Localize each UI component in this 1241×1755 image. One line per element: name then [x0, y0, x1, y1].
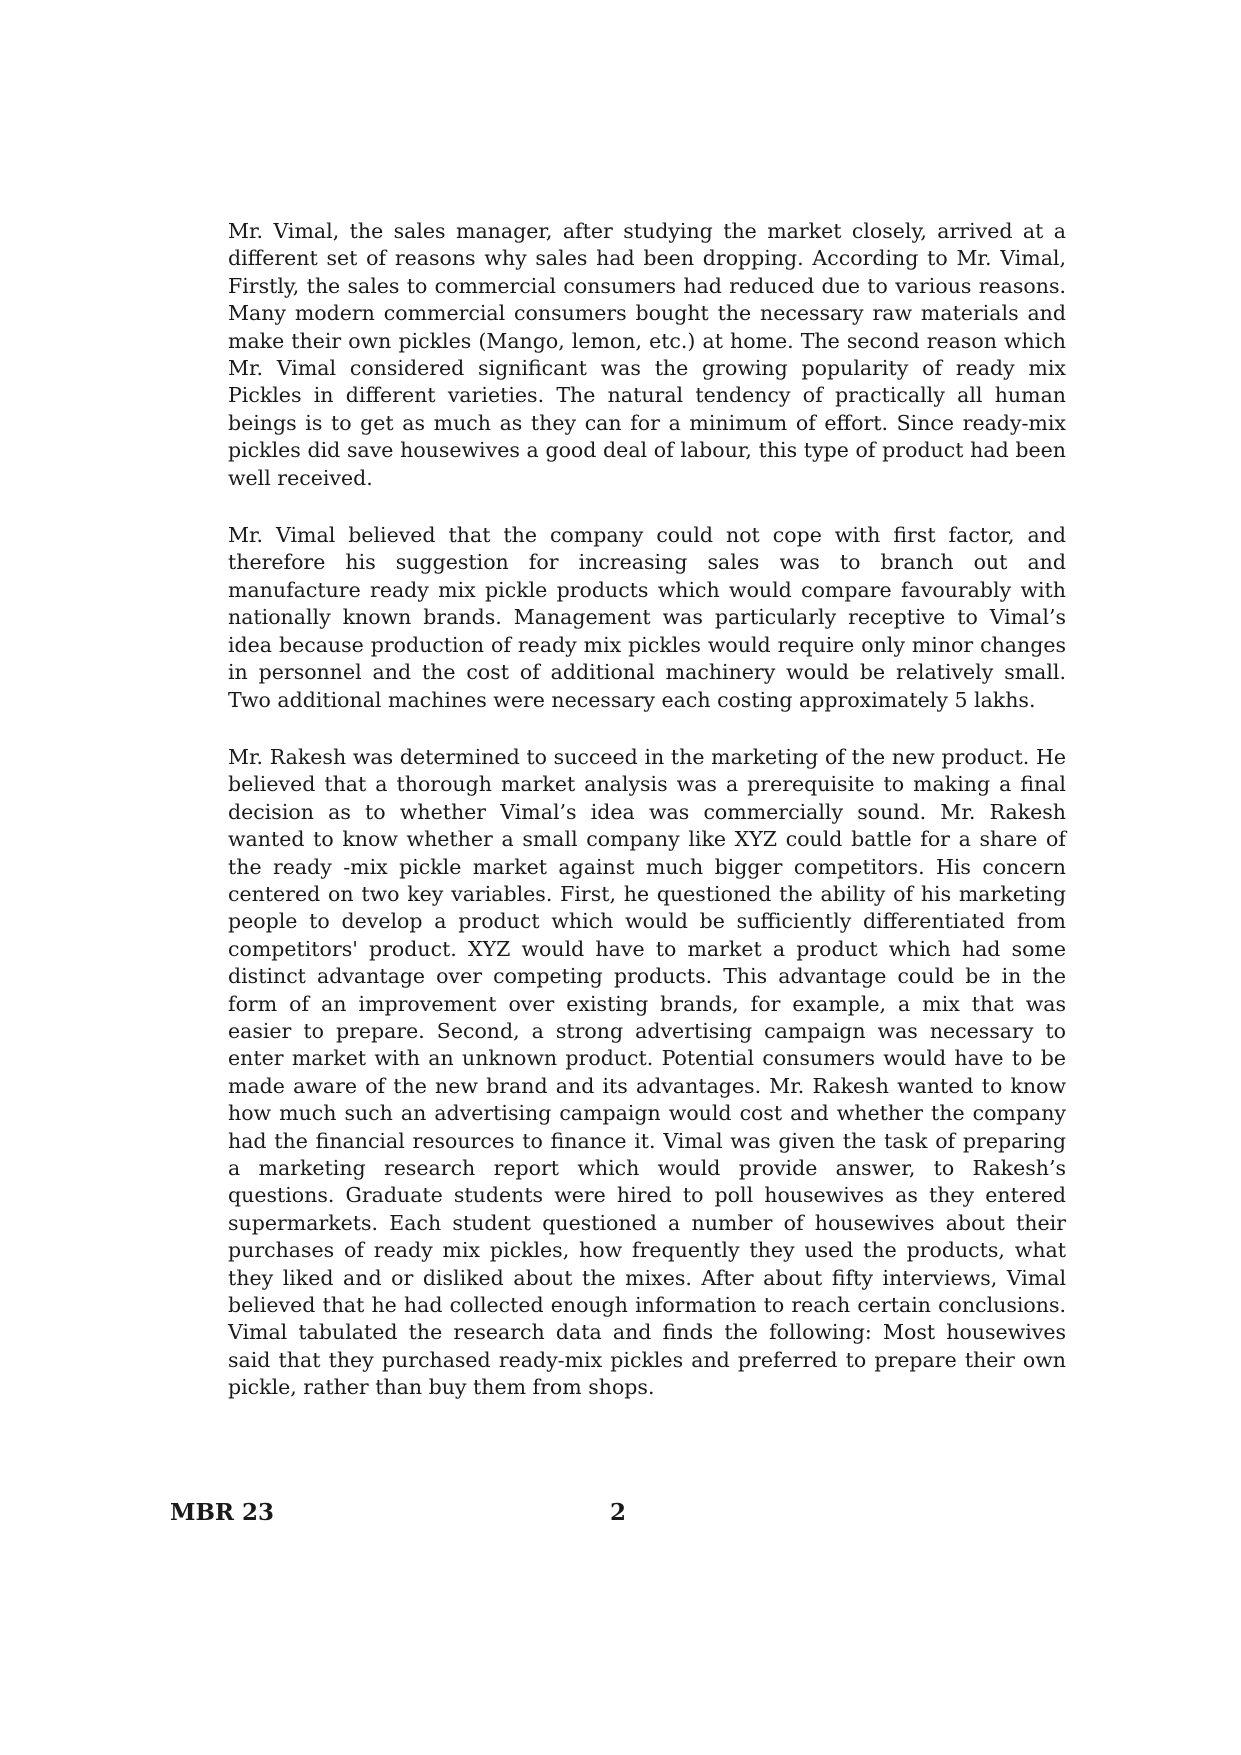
paragraph-market-analysis: Mr. Rakesh was determined to succeed in the marketing of the new product. He believed that a thorough market analysis was a prerequisite to making a final decision as to whether Vimal’s idea was commercially sound. Mr. Rakesh wanted to know whether a small company like XYZ could battle for a share of the ready -mix pickle market against much bigger competitors. His concern centered on two key variables. First, he questioned the ability of his marketing people to develop a product which would be sufficiently differentiated from competitors' product. XYZ would have to market a product which had some distinct advantage over competing products. This advantage could be in the form of an improvement over existing brands, for example, a mix that was easier to prepare. Second, a strong advertising campaign was necessary to enter market with an unknown product. Potential consumers would have to be made aware of the new brand and its advantages. Mr. Rakesh wanted to know how much such an advertising campaign would cost and whether the company had the financial resources to finance it. Vimal was given the task of preparing a marketing research report which would provide answer, to Rakesh’s questions. Graduate students were hired to poll housewives as they entered supermarkets. Each student questioned a number of housewives about their purchases of ready mix pickles, how frequently they used the products, what they liked and or disliked about the mixes. After about fifty interviews, Vimal believed that he had collected enough information to reach certain conclusions. Vimal tabulated the research data and finds the following: Most housewives said that they purchased ready-mix pickles and preferred to prepare their own pickle, rather than buy them from shops.: [228, 744, 1066, 1400]
paragraph-sales-reasons: Mr. Vimal, the sales manager, after studying the market closely, arrived at a different set of reasons why sales had been dropping. According to Mr. Vimal, Firstly, the sales to commercial consumers had reduced due to various reasons. Many modern commercial consumers bought the necessary raw materials and make their own pickles (Mango, lemon, etc.) at home. The second reason which Mr. Vimal considered significant was the growing popularity of ready mix Pickles in different varieties. The natural tendency of practically all human beings is to get as much as they can for a minimum of effort. Since ready-mix pickles did save housewives a good deal of labour, this type of product had been well received.: [228, 219, 1066, 490]
paragraph-ready-mix-suggestion: Mr. Vimal believed that the company could not cope with first factor, and therefore his suggestion for increasing sales was to branch out and manufacture ready mix pickle products which would compare favourably with nationally known brands. Management was particularly receptive to Vimal’s idea because production of ready mix pickles would require only minor changes in personnel and the cost of additional machinery would be relatively small. Two additional machines were necessary each costing approximately 5 lakhs.: [228, 523, 1066, 712]
body-text: [228, 218, 1066, 1432]
footer-course-code: MBR 23: [170, 1499, 275, 1526]
footer-page-number: 2: [610, 1499, 627, 1526]
